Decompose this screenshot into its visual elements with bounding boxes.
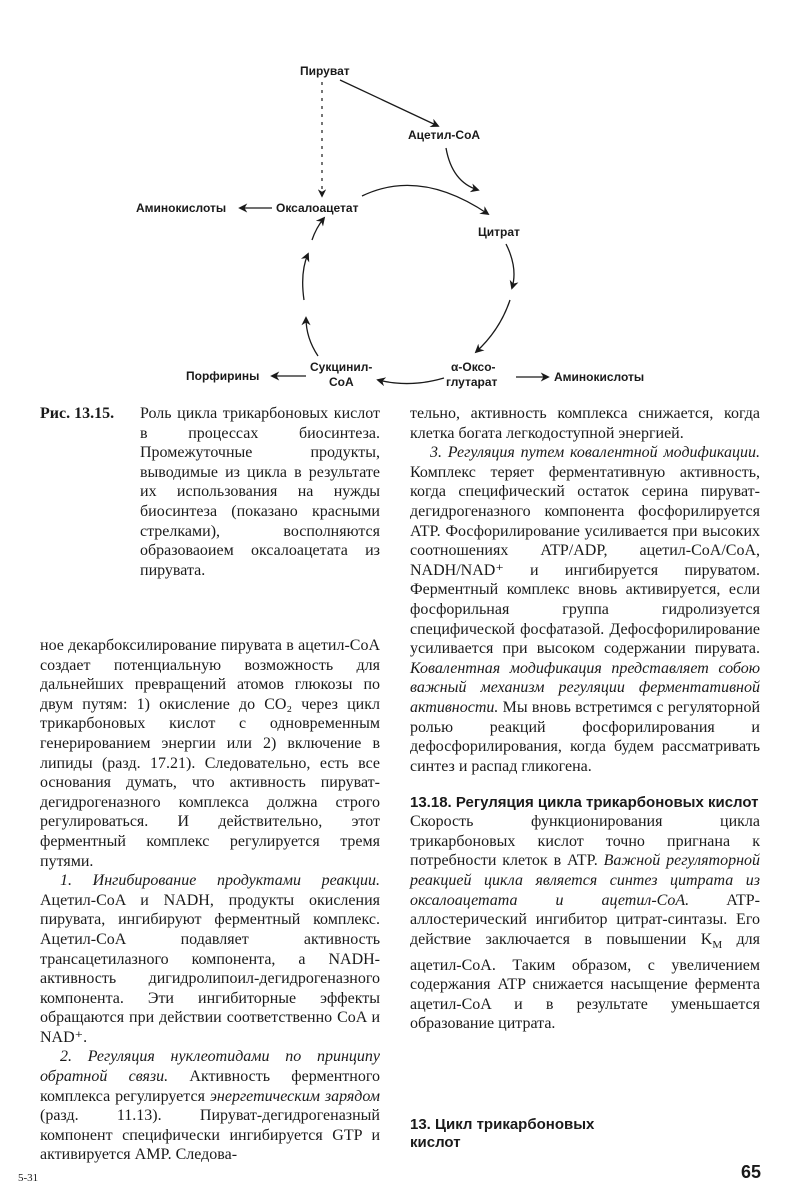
arrow-oxaloacetate-to-citrate [362, 185, 488, 214]
left-p3-italic: 2. Регуляция нуклеотидами по принципу обратной связи. [40, 1048, 380, 1086]
left-p2-italic: 1. Ингибирование продуктами реакции. [60, 872, 380, 890]
page-number: 65 [740, 1162, 761, 1182]
arrow-citrate-2 [476, 300, 510, 352]
arrow-acetyl-coa-in [446, 148, 478, 190]
label-acetyl-coa: Ацетил-CoA [408, 128, 481, 142]
chapter-title-line-2: кислот [410, 1134, 461, 1151]
label-oxaloacetate: Оксалоацетат [276, 201, 359, 215]
chapter-title-line-1: 13. Цикл трикарбоновых [410, 1116, 595, 1133]
chapter-footer [410, 1116, 594, 1152]
arrow-pyruvate-to-acetyl-coa [340, 80, 438, 126]
right-paragraph-1: тельно, активность комплекса снижается, когда клетка богата легкодоступной энергией. [410, 405, 760, 442]
right-p3-a: Скорость функционирования цикла трикарбоновых кислот точно пригнана к потребности клеток в ATP. [410, 813, 760, 870]
right-paragraph-3 [410, 812, 760, 1034]
left-paragraph-2 [40, 871, 380, 1047]
right-p3-italic: Важной регуляторной реакцией цикла является синтез цитрата из оксалоацетата и ацетил-CoA. [410, 852, 761, 909]
left-p3-text: (разд. 11.13). Пируват-дегидрогеназный компонент специфически ингибируется GTP и активируется AMP. Следова- [40, 1107, 380, 1164]
arrow-alpha-to-succinyl [378, 378, 444, 384]
printer-signature: 5-31 [18, 1172, 39, 1184]
arrow-succinyl-3 [312, 218, 324, 240]
right-p2-italic: 3. Регуляция путем ковалентной модификации. [430, 444, 760, 462]
left-paragraph-3 [40, 1047, 380, 1165]
label-succinyl-2: CoA [329, 375, 354, 389]
right-paragraph-2 [410, 443, 760, 776]
label-alpha-2: глутарат [446, 375, 498, 389]
right-p3-b: ATP-аллостерический ингибитор цитрат-синтазы. Его действие заключается в повышении K [410, 891, 760, 948]
left-p2-text: Ацетил-CoA и NADH, продукты окисления пирувата, ингибируют ферментный комплекс. Ацетил-CoA подавляет активность трансацетилазного компонента, а NADH-активность дигидролипоил-дегидрогеназного компонента. Эти ингибиторные эффекты обращаются при действии соответственно CoA и NAD⁺. [40, 891, 380, 1046]
label-amino-acids-left: Аминокислоты [136, 201, 227, 215]
right-p2-text: Мы вновь встретимся с регуляторной ролью реакций фосфорилирования и дефосфорилирования, когда будем рассматривать синтез и распад гликогена. [410, 698, 760, 775]
section-heading: 13.18. Регуляция цикла трикарбоновых кислот [410, 794, 759, 812]
right-p3-c: для ацетил-CoA. Таким образом, с увеличением содержания ATP снижается насыщение фермента ацетил-CoA и в результате уменьшается образование цитрата. [410, 930, 760, 1033]
figure-label: Рис. 13.15. [40, 405, 115, 422]
arrow-succinyl-2 [303, 254, 308, 300]
tca-cycle-diagram [0, 0, 801, 400]
label-pyruvate: Пируват [300, 64, 350, 78]
arrow-citrate-1 [506, 244, 514, 288]
left-p3-italic2: энергетическим зарядом [209, 1087, 381, 1105]
right-p2-mid: Комплекс теряет ферментативную активность, когда специфический остаток серина пируват-дегидрогеназного компонента фосфорилируется ATP. Фосфорилирование усиливается при высоких соотношениях ATP/ADP, ацетил-CoA/CoA, NADH/NAD⁺ и ингибируется пируватом. Ферментный комплекс вновь активируется, если фосфорильная группа гидролизуется специфической фосфатазой. Дефосфорилирование усиливается при высоком содержании пирувата. [410, 463, 760, 658]
label-porphyrins: Порфирины [186, 369, 260, 383]
label-citrate: Цитрат [478, 225, 520, 239]
label-amino-acids-right: Аминокислоты [554, 370, 645, 384]
arrow-succinyl-1 [306, 318, 318, 356]
figure-caption: Роль цикла трикарбоновых кислот в процессах биосинтеза. Промежуточные продукты, выводимые из цикла в результате их использования на нужды биосинтеза (показано красными стрелками), восполняются образоваоием оксалоацетата из пирувата. [140, 405, 380, 579]
right-p2-italic2: Ковалентная модификация представляет собою важный механизм регуляции ферментативной активности. [410, 659, 760, 716]
label-alpha-1: α-Оксо- [451, 360, 496, 374]
right-p3-sub: M [712, 939, 723, 952]
left-p3-mid: Активность ферментного комплекса регулируется [40, 1068, 380, 1105]
left-column [40, 636, 380, 1165]
label-succinyl-1: Сукцинил- [310, 360, 373, 374]
left-paragraph-1: ное декарбоксилирование пирувата в ацетил-CoA создает потенциальную возможность для дальнейших превращений атомов глюкозы по двум путям: 1) окисление до CO₂ через цикл трикарбоновых кислот с одновременным генерированием энергии или 2) включение в липиды (разд. 17.21). Следовательно, есть все основания думать, что активность пируват-дегидрогеназного комплекса должна строго регулироваться. И действительно, этот ферментный комплекс регулируется тремя путями. [40, 637, 380, 870]
right-column [410, 404, 760, 1034]
